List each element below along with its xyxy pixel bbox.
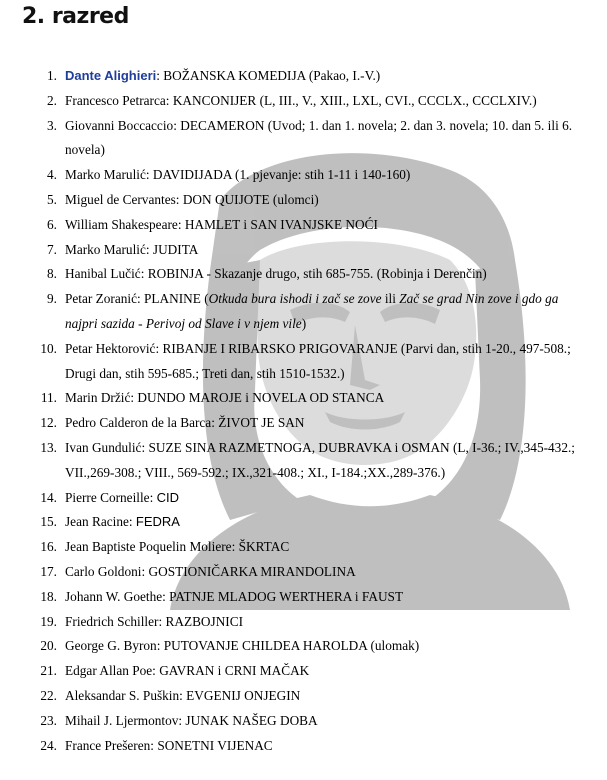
work-title: ROBINJA - Skazanje drugo, stih 685-755. (Robinja i Derenčin) (147, 266, 487, 282)
author-name: William Shakespeare (65, 216, 178, 232)
work-title: JUNAK NAŠEG DOBA (185, 712, 318, 728)
work-title: GOSTIONIČARKA MIRANDOLINA (148, 563, 356, 579)
author-name: Miguel de Cervantes (65, 191, 176, 207)
item-number: 10. (40, 340, 57, 356)
separator: : (162, 588, 170, 604)
separator: : (145, 241, 153, 257)
list-item (0, 684, 600, 709)
author-name: Ivan Gundulić (65, 439, 142, 455)
item-number: 8. (47, 266, 57, 282)
work-title: RIBANJE I RIBARSKO PRIGOVARANJE (Parvi dan, stih 1-20., 497-508.; Drugi dan, stih 595-685.; Treti dan, stih 1510-1532.) (65, 340, 571, 381)
work-title: BOŽANSKA KOMEDIJA (Pakao, I.-V.) (163, 68, 381, 83)
work-title-end: ) (301, 315, 307, 331)
separator: : (149, 489, 157, 505)
separator: : (140, 266, 148, 282)
author-name: Edgar Allan Poe (65, 663, 153, 679)
work-title: ŽIVOT JE SAN (218, 415, 305, 431)
author-name: Aleksandar S. Puškin (65, 687, 180, 703)
item-number: 16. (40, 539, 57, 555)
item-number: 22. (40, 687, 57, 703)
item-number: 11. (40, 390, 57, 406)
work-title: DON QUIJOTE (ulomci) (182, 191, 319, 207)
list-item (0, 411, 600, 436)
list-item (0, 238, 600, 263)
separator: : (141, 563, 149, 579)
separator: : (156, 68, 164, 83)
work-title: DECAMERON (Uvod; 1. dan 1. novela; 2. dan 3. novela; 10. dan 5. ili 6. novela) (65, 117, 573, 158)
author-name: Giovanni Boccaccio (65, 117, 174, 133)
list-item (0, 734, 600, 759)
list-item (0, 213, 600, 238)
author-name: Francesco Petrarca (65, 92, 166, 108)
separator: : (150, 737, 158, 753)
list-item (0, 262, 600, 287)
item-number: 20. (40, 638, 57, 654)
list-item (0, 287, 600, 337)
author-name: Hanibal Lučić (65, 266, 141, 282)
item-number: 23. (40, 712, 57, 728)
separator: : (141, 439, 149, 455)
item-number: 17. (40, 563, 57, 579)
separator: : (145, 167, 153, 183)
list-item (0, 188, 600, 213)
separator: : (156, 638, 164, 654)
list-item (0, 337, 600, 387)
author-name: Jean Baptiste Poquelin Moliere (65, 539, 232, 555)
list-item (0, 610, 600, 635)
separator: : (155, 340, 163, 356)
author-name: Marko Marulić (65, 167, 146, 183)
author-name: Mihail J. Ljermontov (65, 712, 179, 728)
separator: : (158, 613, 166, 629)
author-name: Jean Racine (65, 514, 129, 530)
list-item (0, 64, 600, 89)
list-item (0, 659, 600, 684)
separator: : (173, 117, 181, 133)
list-item (0, 163, 600, 188)
work-title: KANCONIJER (L, III., V., XIII., LXL, CVI., CCCLX., CCCLXIV.) (172, 92, 537, 108)
item-number: 24. (40, 737, 57, 753)
work-title: SUZE SINA RAZMETNOGA, DUBRAVKA i OSMAN (L, I-36.; IV.,345-432.; VII.,269-308.; VIII., 569-592.; IX.,321-408.; XI., I-184.;XX.,289-376.) (65, 439, 575, 480)
separator: : (211, 415, 219, 431)
work-title: JUDITA (152, 241, 199, 257)
work-title: EVGENIJ ONJEGIN (186, 687, 301, 703)
list-item (0, 560, 600, 585)
item-number: 18. (40, 588, 57, 604)
list-item (0, 436, 600, 486)
author-name: Carlo Goldoni (65, 563, 142, 579)
separator: : (179, 687, 187, 703)
separator: : (165, 92, 173, 108)
work-subtitle-2: Zač se grad Nin zove i gdo ga najpri sazida - Perivoj od Slave i v njem vile (65, 291, 559, 331)
list-item (0, 510, 600, 535)
item-number: 19. (40, 613, 57, 629)
author-name: Marko Marulić (65, 241, 146, 257)
work-title: HAMLET i SAN IVANJSKE NOĆI (184, 216, 378, 232)
work-title: DUNDO MAROJE i NOVELA OD STANCA (137, 390, 385, 406)
work-connector: ili (381, 291, 400, 307)
author-name: George G. Byron (65, 638, 157, 654)
item-number: 15. (40, 514, 57, 530)
separator: : (178, 712, 186, 728)
separator: : (128, 514, 136, 530)
work-title: DAVIDIJADA (1. pjevanje: stih 1-11 i 140-160) (152, 167, 411, 183)
work-title: FEDRA (135, 514, 180, 530)
item-number: 12. (40, 415, 57, 431)
author-name: Petar Zoranić (65, 291, 137, 307)
work-subtitle-1: Otkuda bura ishodi i zač se zove (208, 291, 382, 307)
item-number: 1. (47, 68, 57, 83)
author-link[interactable]: Dante Alighieri (65, 68, 157, 83)
page-title: 2. razred (22, 4, 129, 29)
work-title: CID (156, 489, 179, 505)
work-title: RAZBOJNICI (165, 613, 244, 629)
author-name: Petar Hektorović (65, 340, 156, 356)
author-name: Johann W. Goethe (65, 588, 163, 604)
work-title-start: PLANINE ( (144, 291, 209, 307)
item-number: 7. (47, 241, 57, 257)
item-number: 3. (47, 117, 57, 133)
work-title: SONETNI VIJENAC (157, 737, 273, 753)
list-item (0, 585, 600, 610)
list-item (0, 386, 600, 411)
author-name: Pedro Calderon de la Barca (65, 415, 212, 431)
separator: : (175, 191, 183, 207)
item-number: 2. (47, 92, 57, 108)
separator: : (152, 663, 160, 679)
author-name: France Prešeren (65, 737, 151, 753)
item-number: 9. (47, 291, 57, 307)
separator: : (231, 539, 239, 555)
work-title: PUTOVANJE CHILDEA HAROLDA (ulomak) (163, 638, 420, 654)
item-number: 4. (47, 167, 57, 183)
list-item (0, 89, 600, 114)
item-number: 21. (40, 663, 57, 679)
list-item (0, 114, 600, 164)
work-title: PATNJE MLADOG WERTHERA i FAUST (169, 588, 404, 604)
author-name: Friedrich Schiller (65, 613, 159, 629)
reading-list (0, 64, 600, 758)
separator: : (177, 216, 185, 232)
separator: : (137, 291, 145, 307)
item-number: 14. (40, 489, 57, 505)
item-number: 13. (40, 439, 57, 455)
item-number: 6. (47, 216, 57, 232)
author-name: Marin Držić (65, 390, 131, 406)
list-item (0, 535, 600, 560)
work-title: ŠKRTAC (238, 539, 290, 555)
list-item (0, 709, 600, 734)
work-title: GAVRAN i CRNI MAČAK (159, 663, 310, 679)
list-item (0, 486, 600, 511)
item-number: 5. (47, 191, 57, 207)
list-item (0, 634, 600, 659)
separator: : (130, 390, 138, 406)
author-name: Pierre Corneille (65, 489, 150, 505)
